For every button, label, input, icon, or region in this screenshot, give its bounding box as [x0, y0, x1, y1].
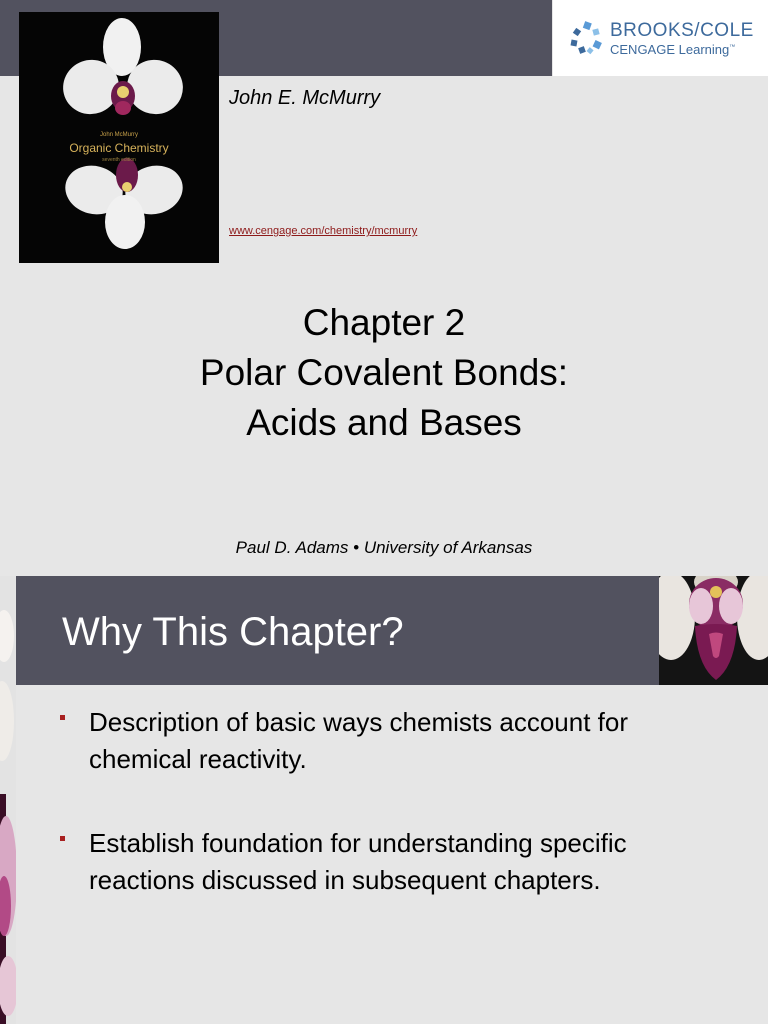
bullet-text-line: reactions discussed in subsequent chapters. [89, 865, 601, 895]
bullet-marker [60, 836, 65, 841]
orchid-flower-bottom [60, 158, 188, 249]
content-slide [0, 576, 768, 1024]
publisher-logo [553, 0, 768, 76]
chapter-title [0, 298, 768, 448]
publisher-imprint: CENGAGE Learning™ [610, 42, 736, 57]
orchid-strip-image [0, 576, 16, 1024]
publisher-name: BROOKS/COLE [610, 20, 754, 41]
publisher-logo-icon [569, 20, 605, 56]
book-cover-title: Organic Chemistry [69, 141, 169, 155]
slide-title: Why This Chapter? [62, 610, 404, 654]
book-cover-author: John McMurry [99, 132, 138, 138]
bullet-marker [60, 715, 65, 720]
bullet-text-line: chemical reactivity. [89, 744, 307, 774]
presenter-credit: Paul D. Adams • University of Arkansas [235, 538, 533, 557]
bullet-text-line: Establish foundation for understanding specific [89, 828, 627, 858]
bullet-text [89, 825, 739, 899]
book-author: John E. McMurry [229, 87, 381, 109]
book-cover-image [19, 12, 219, 263]
orchid-flower-top [55, 18, 190, 122]
bullet-text [89, 704, 739, 778]
chapter-title-line: Polar Covalent Bonds: [199, 352, 569, 393]
book-website-link[interactable]: www.cengage.com/chemistry/mcmurry [229, 225, 418, 237]
chapter-title-line: Acids and Bases [246, 402, 522, 443]
orchid-thumbnail-image [659, 576, 768, 685]
chapter-title-line: Chapter 2 [302, 302, 466, 343]
book-cover-edition: seventh edition [102, 157, 136, 163]
bullet-text-line: Description of basic ways chemists account for [89, 707, 628, 737]
